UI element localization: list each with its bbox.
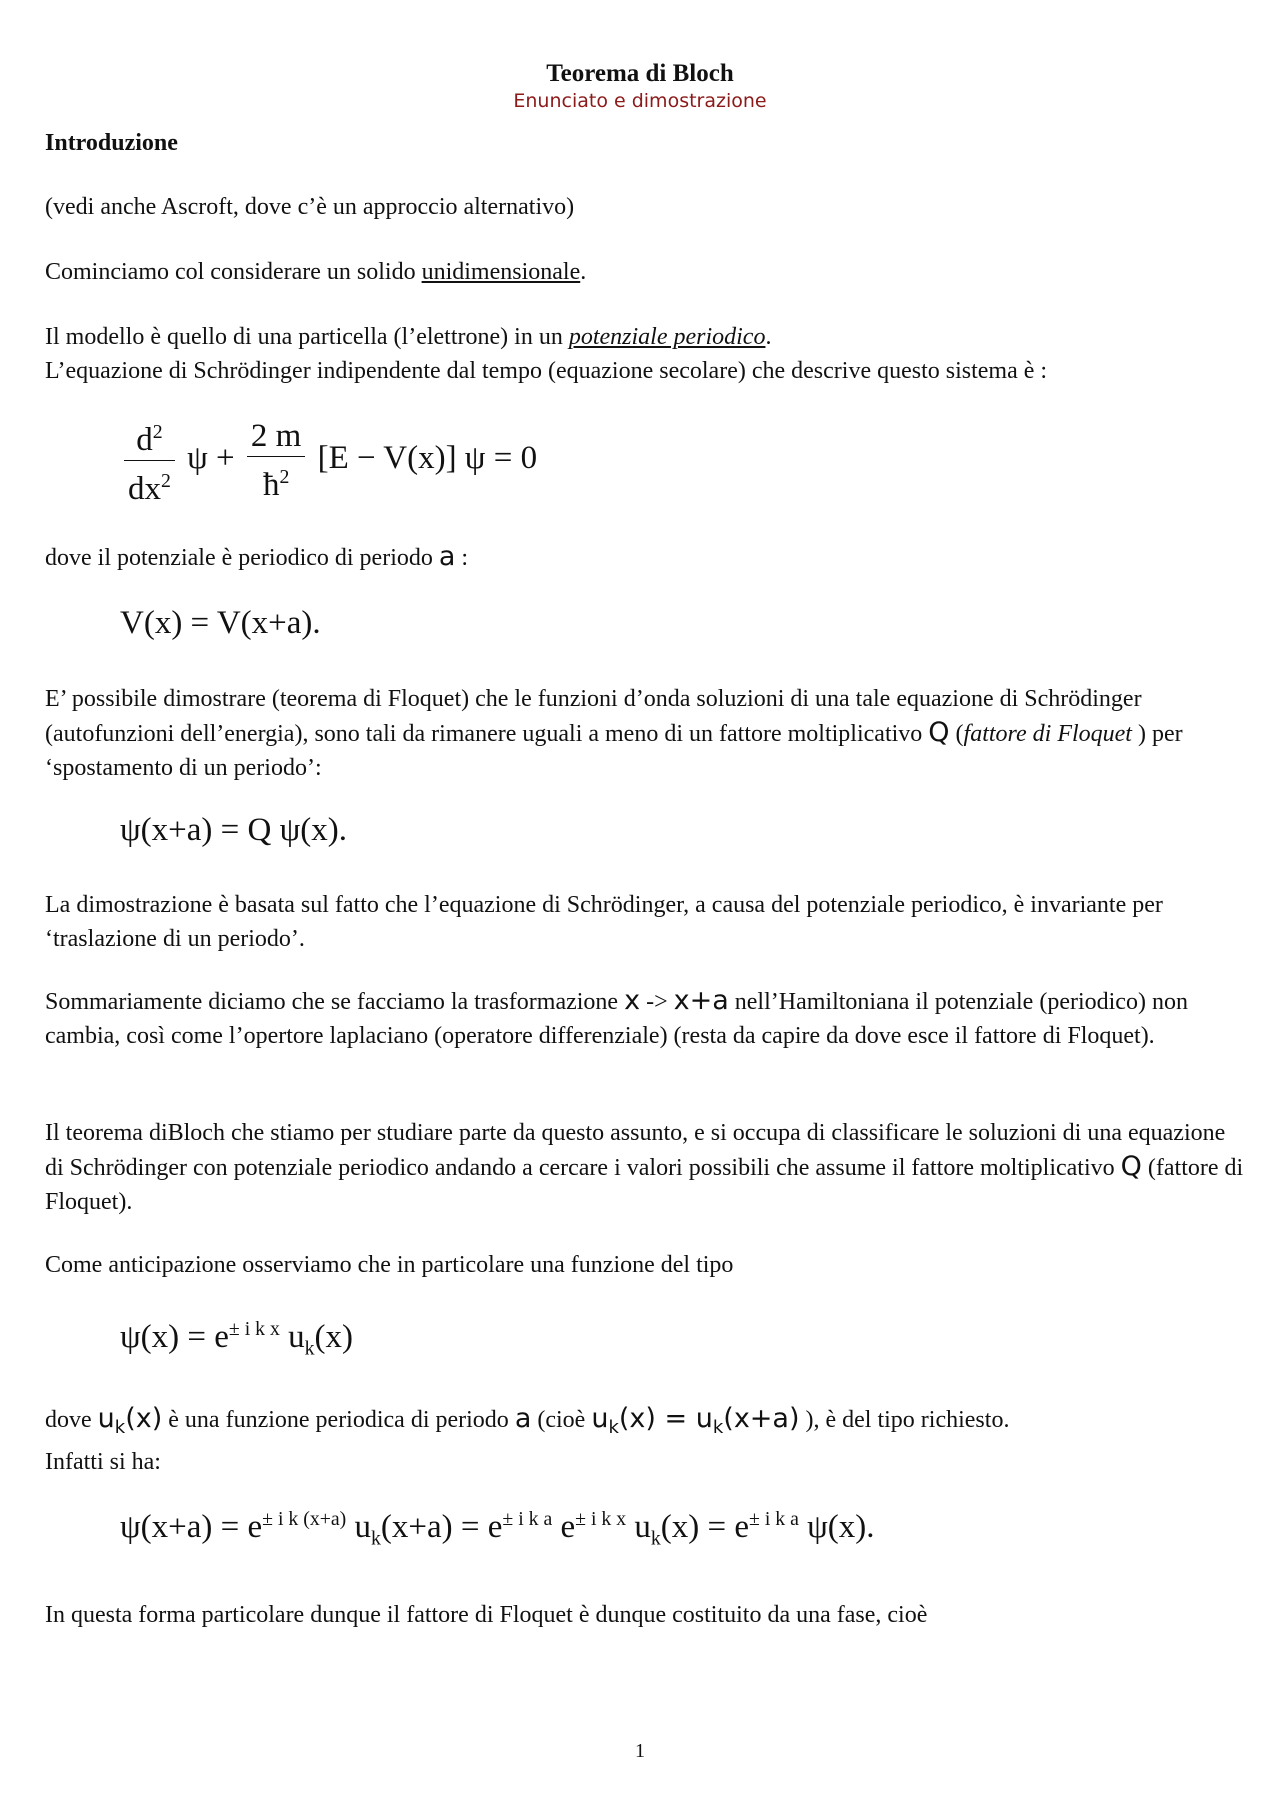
text: E’ possibile dimostrare (teorema di Floquet) che le funzioni d’onda soluzioni di una tale equazione di Schrödinger (autofunzioni dell’energia), sono tali da rimanere uguali a meno di un fattore moltiplicativo <box>45 686 1142 747</box>
eq-part: (x+a) = e <box>380 1509 503 1545</box>
subscript-k: k <box>114 1416 126 1438</box>
text: è una funzione periodica di periodo <box>162 1407 515 1433</box>
fraction-mass-hbar <box>247 416 305 505</box>
text: ( <box>949 721 964 747</box>
eq-part: (x) = e <box>660 1509 750 1545</box>
text: (cioè <box>531 1407 592 1433</box>
symbol-q: Q <box>1120 1151 1142 1182</box>
eq-part: (x) <box>314 1319 354 1355</box>
underlined-italic-term: potenziale periodico <box>568 324 766 350</box>
text: (fattore di Floquet). <box>45 1155 1244 1215</box>
text: Sommariamente diciamo che se facciamo la trasformazione <box>45 989 625 1015</box>
paragraph-bloch-theorem <box>45 1116 1245 1219</box>
subscript: k <box>650 1527 661 1550</box>
numerator: d <box>136 422 153 458</box>
paragraph-invariance: La dimostrazione è basata sul fatto che l’equazione di Schrödinger, a causa del potenziale periodico, è invariante per ‘traslazione di un periodo’. <box>45 892 1163 952</box>
eq-part: ψ(x+a) = e <box>120 1509 263 1545</box>
exponent: ± i k x <box>228 1318 280 1340</box>
equation-schrodinger <box>120 412 537 509</box>
symbol-x: x <box>624 985 641 1016</box>
symbol-expr: (x) = u <box>618 1403 713 1434</box>
paragraph-anticipation: Come anticipazione osserviamo che in particolare una funzione del tipo <box>45 1252 734 1278</box>
text: Il modello è quello di una particella (l’elettrone) in un <box>45 324 569 350</box>
fraction-second-derivative <box>124 412 175 509</box>
subscript: k <box>304 1337 315 1360</box>
symbol-q: Q <box>928 717 950 748</box>
equation-periodic-potential: V(x) = V(x+a). <box>120 605 321 641</box>
eq-part: u <box>346 1509 371 1545</box>
numerator: 2 m <box>247 416 305 457</box>
equation-bloch-form <box>120 1318 353 1361</box>
paragraph-model <box>45 320 1245 388</box>
text: . <box>580 259 587 285</box>
document-title: Teorema di Bloch <box>546 60 734 87</box>
exponent: ± i k a <box>749 1508 799 1530</box>
text: : <box>455 545 469 571</box>
eq-part: ψ(x) = e <box>120 1319 229 1355</box>
energy-term: [E − V(x)] ψ = 0 <box>317 440 538 477</box>
eq-part: e <box>552 1509 576 1545</box>
eq-part: u <box>279 1319 305 1355</box>
text: -> <box>640 989 674 1015</box>
symbol-paren-x: (x) <box>125 1403 163 1434</box>
exponent: ± i k x <box>575 1508 627 1530</box>
exponent: 2 <box>279 466 290 488</box>
denominator: dx <box>128 471 161 507</box>
text: nell’Hamiltoniana il potenziale (periodico) non cambia, così come l’opertore laplaciano (operatore differenziale) (resta da capire da dove esce il fattore di Floquet). <box>45 989 1188 1049</box>
subscript-k: k <box>712 1416 724 1438</box>
symbol-x-plus-a: x+a <box>673 985 729 1016</box>
denominator: ħ <box>262 467 280 503</box>
subscript-k: k <box>608 1416 619 1438</box>
paragraph-uk-periodic <box>45 1402 1245 1479</box>
section-heading: Introduzione <box>45 130 178 156</box>
subscript: k <box>371 1527 381 1550</box>
paragraph-periodic-potential <box>45 540 1245 575</box>
eq-part: u <box>626 1509 651 1545</box>
italic-term: fattore di Floquet <box>963 721 1138 747</box>
text: Cominciamo col considerare un solido <box>45 259 422 285</box>
text: dove il potenziale è periodico di periodo <box>45 545 439 571</box>
eq-part: ψ(x). <box>798 1509 875 1545</box>
underlined-term: unidimensionale <box>421 259 581 285</box>
text: ), è del tipo richiesto. <box>799 1407 1010 1433</box>
paragraph-ascroft-note: (vedi anche Ascroft, dove c’è un approccio alternativo) <box>45 194 575 220</box>
paragraph-transformation <box>45 984 1245 1053</box>
text: Infatti si ha: <box>45 1448 161 1475</box>
paragraph-phase-factor: In questa forma particolare dunque il fattore di Floquet è dunque costituito da una fase, cioè <box>45 1602 928 1628</box>
symbol-a: a <box>438 541 456 572</box>
text: ) per ‘spostamento di un periodo’: <box>45 721 1183 781</box>
text: L’equazione di Schrödinger indipendente dal tempo (equazione secolare) che descrive questo sistema è : <box>45 358 1048 384</box>
exponent: 2 <box>161 470 171 492</box>
document-subtitle: Enunciato e dimostrazione <box>513 90 767 112</box>
page-number: 1 <box>635 1740 645 1762</box>
equation-bloch-check <box>120 1508 875 1551</box>
exponent: 2 <box>152 421 163 443</box>
symbol-u: u <box>97 1403 115 1434</box>
text: . <box>765 324 772 350</box>
paragraph-floquet <box>45 682 1245 785</box>
symbol-expr: (x+a) <box>723 1403 800 1434</box>
symbol-a: a <box>514 1403 532 1434</box>
equation-floquet: ψ(x+a) = Q ψ(x). <box>120 812 347 848</box>
psi-term: ψ + <box>187 440 235 477</box>
text: dove <box>45 1407 98 1433</box>
text: Il teorema diBloch che stiamo per studiare parte da questo assunto, e si occupa di classificare le soluzioni di una equazione di Schrödinger con potenziale periodico andando a cercare i valori possibili che assume il fattore moltiplicativo <box>45 1120 1226 1181</box>
exponent: ± i k (x+a) <box>262 1508 347 1530</box>
paragraph-unidimensional <box>45 255 1245 289</box>
exponent: ± i k a <box>502 1508 553 1530</box>
symbol-u: u <box>591 1403 609 1434</box>
